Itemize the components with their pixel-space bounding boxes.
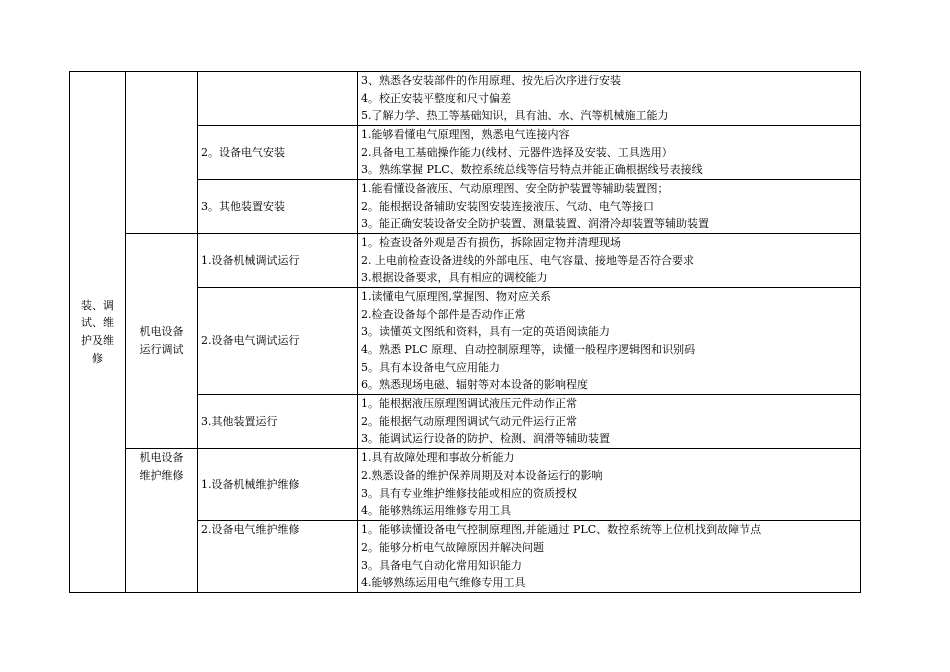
subcategory-label: 机电设备 [139,325,184,339]
requirement-line: 1.具有故障处理和事故分析能力 [361,451,515,465]
requirement-line: 4.能够熟练运用电气维修专用工具 [361,576,526,590]
subcategory-cell [126,449,198,593]
requirement-line: 1.能看懂设备液压、气动原理图、安全防护装置等辅助装置图； [361,182,669,196]
requirements-cell [358,288,861,395]
requirements-cell [358,234,861,288]
task-cell: 3.其他装置运行 [198,395,358,449]
table-row [70,449,861,521]
requirement-line: 1.能够看懂电气原理图，熟悉电气连接内容 [361,128,570,142]
requirement-line: 4。熟悉 PLC 原理、自动控制原理等，读懂一般程序逻辑图和识别码 [361,343,696,356]
task-cell: 2。设备电气安装 [198,126,358,180]
task-cell: 1.设备机械维护维修 [198,449,358,521]
category-label: 装、调 [81,298,114,312]
task-cell: 3。其他装置安装 [198,180,358,234]
requirement-line: 3。具有专业维护维修技能或相应的资质授权 [361,486,577,500]
requirement-line: 3.根据设备要求，具有相应的调校能力 [361,271,548,285]
requirement-line: 5。具有本设备电气应用能力 [361,360,500,374]
requirement-line: 2.具备电工基础操作能力(线材、元器件选择及安装、工具选用） [361,145,673,159]
category-cell [70,72,126,593]
requirement-line: 1。能够读懂设备电气控制原理图,并能通过 PLC、数控系统等上位机找到故障节点 [361,523,762,537]
requirements-cell [358,72,861,126]
requirements-cell [358,521,861,593]
requirement-line: 2。能根据气动原理图调试气动元件运行正常 [361,414,577,428]
requirement-line: 3、熟悉各安装部件的作用原理、按先后次序进行安装 [361,74,621,88]
category-label: 修 [92,351,103,365]
task-cell: 1.设备机械调试运行 [198,234,358,288]
requirement-line: 3。能调试运行设备的防护、检测、润滑等辅助装置 [361,432,610,446]
table-row [70,72,861,126]
requirement-line: 4。校正安装平整度和尺寸偏差 [361,91,511,105]
requirements-cell [358,180,861,234]
requirement-line: 6。熟悉现场电磁、辐射等对本设备的影响程度 [361,378,588,392]
subcategory-label: 维护维修 [139,468,184,482]
table-row [70,234,861,288]
requirement-line: 3。读懂英文图纸和资料，具有一定的英语阅读能力 [361,325,610,339]
requirement-line: 1。检查设备外观是否有损伤，拆除固定物并清理现场 [361,236,621,250]
subcategory-label: 机电设备 [139,451,184,464]
subcategory-cell [126,72,198,234]
category-label: 试、维 [81,316,114,330]
requirement-line: 1.读懂电气原理图,掌握图、物对应关系 [361,290,551,304]
subcategory-cell [126,234,198,449]
requirement-line: 2.熟悉设备的维护保养周期及对本设备运行的影响 [361,468,603,482]
requirement-line: 2。能够分析电气故障原因并解决问题 [361,540,544,554]
requirements-cell [358,126,861,180]
requirement-line: 3。具备电气自动化常用知识能力 [361,558,522,572]
task-cell [198,72,358,126]
requirement-line: 4。能够熟练运用维修专用工具 [361,504,511,518]
subcategory-label: 运行调试 [139,343,184,356]
requirement-line: 1。能根据液压原理图调试液压元件动作正常 [361,397,577,411]
competency-table [69,71,861,593]
requirement-line: 2。能根据设备辅助安装图安装连接液压、气动、电气等接口 [361,199,654,213]
task-cell: 2.设备电气维护维修 [198,521,358,593]
requirement-line: 3。熟练掌握 PLC、数控系统总线等信号特点并能正确根据线号表接线 [361,163,703,177]
requirement-line: 2.检查设备每个部件是否动作正常 [361,307,526,321]
category-label: 护及维 [81,334,114,347]
requirement-line: 2. 上电前检查设备进线的外部电压、电气容量、接地等是否符合要求 [361,253,694,267]
requirement-line: 5.了解力学、热工等基础知识，具有油、水、汽等机械施工能力 [361,109,669,123]
requirements-cell [358,395,861,449]
requirement-line: 3。能正确安装设备安全防护装置、测量装置、润滑冷却装置等辅助装置 [361,217,709,231]
task-cell: 2.设备电气调试运行 [198,288,358,395]
requirements-cell [358,449,861,521]
